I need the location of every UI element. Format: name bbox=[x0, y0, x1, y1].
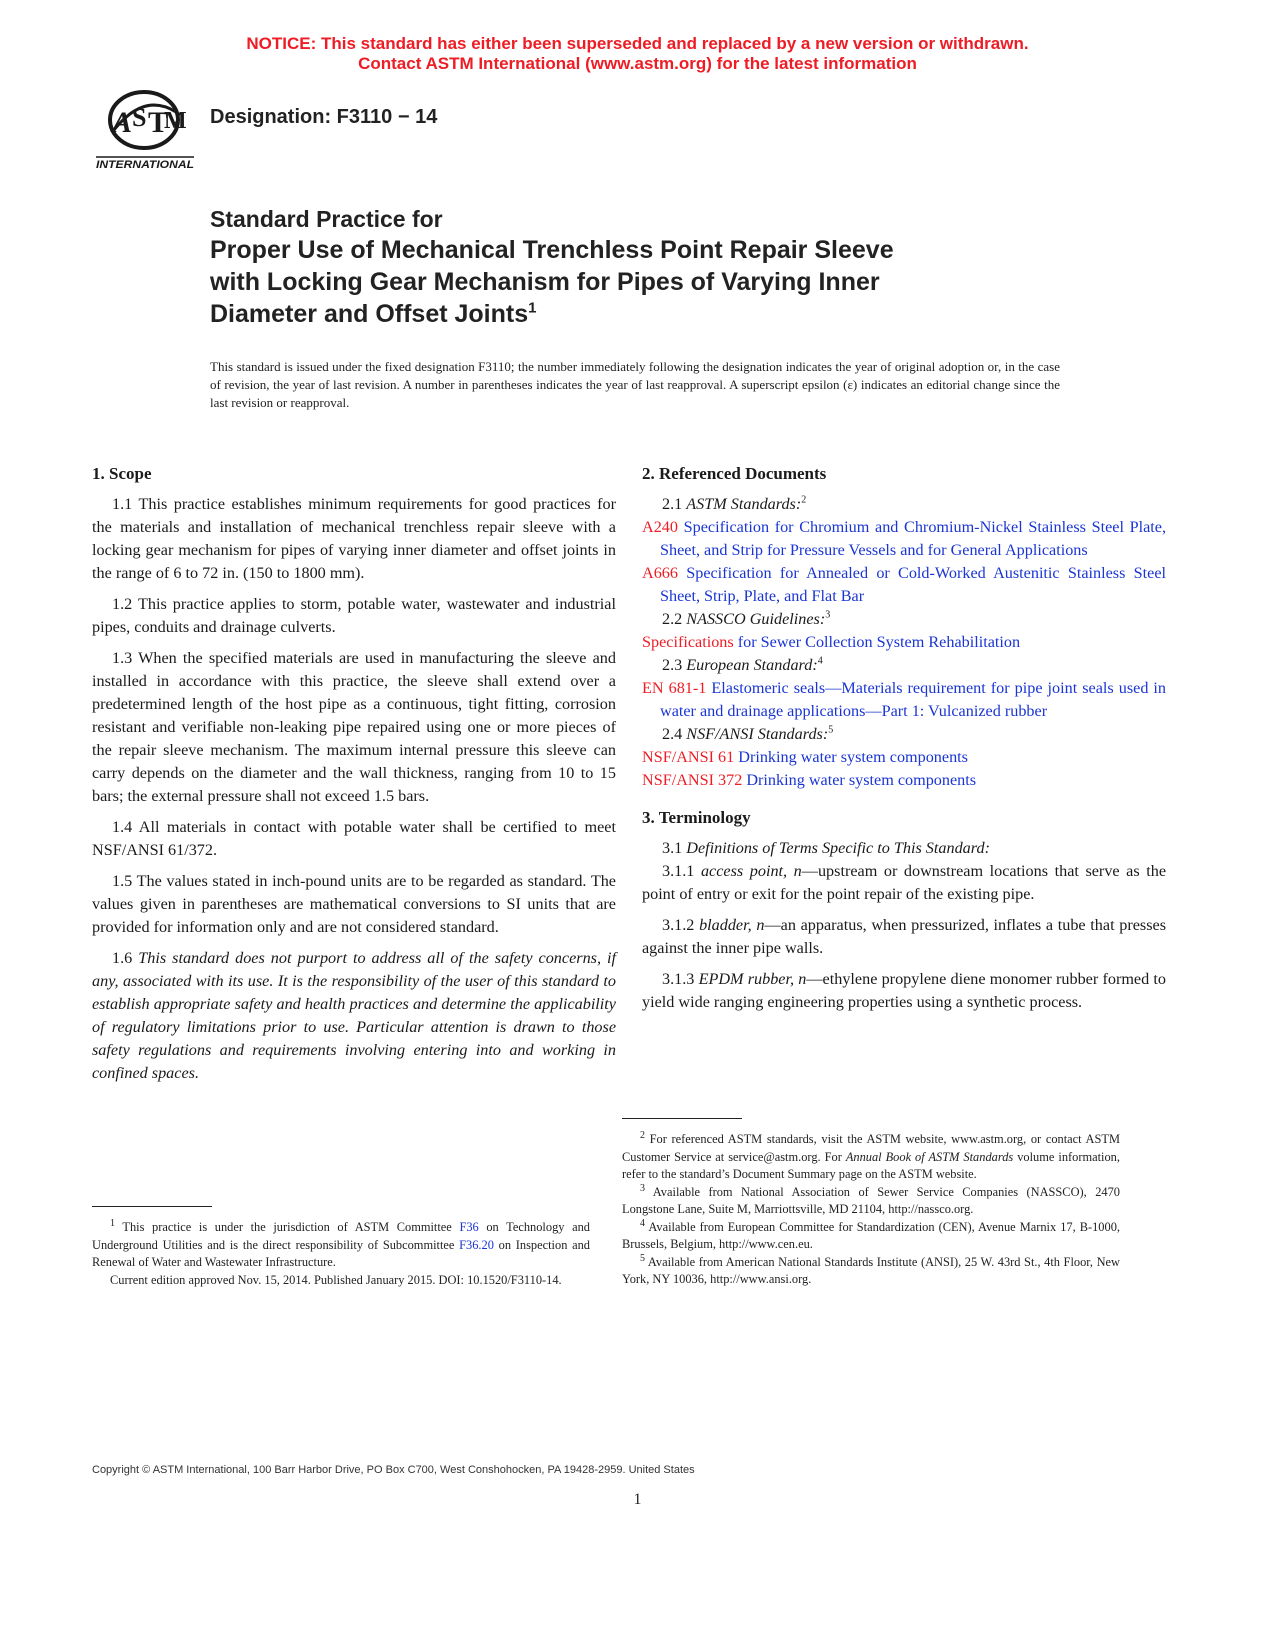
title-line-4: Diameter and Offset Joints bbox=[210, 300, 529, 328]
term-1-name: access point, n bbox=[700, 862, 802, 880]
reference-a666[interactable] bbox=[642, 562, 1166, 608]
paragraph-1-6-number: 1.6 bbox=[112, 949, 133, 967]
reference-a666-title[interactable]: Specification for Annealed or Cold-Worked Austenitic Stainless Steel Sheet, Strip, Plate, and Flat Bar bbox=[660, 564, 1167, 605]
paragraph-1-2: 1.2 This practice applies to storm, potable water, wastewater and industrial pipes, conduits and drainage culverts. bbox=[92, 595, 616, 636]
footnote-ref-4[interactable]: 4 bbox=[817, 655, 823, 667]
reference-en-title[interactable]: Elastomeric seals—Materials requirement for pipe joint seals used in water and drainage applications—Part 1: Vulcanized rubber bbox=[660, 679, 1167, 720]
footnote-4-text: Available from European Committee for Standardization (CEN), Avenue Marnix 17, B-1000, Brussels, Belgium, http://www.cen.eu. bbox=[622, 1219, 1120, 1251]
footnote-2-text-a: For referenced ASTM standards, visit the ASTM website, www.astm.org, or contact ASTM Customer Service at service@astm.org. For bbox=[622, 1132, 1120, 1164]
title-footnote-ref[interactable]: 1 bbox=[528, 299, 537, 317]
footnote-ref-2[interactable]: 2 bbox=[801, 494, 807, 506]
svg-text:A: A bbox=[112, 106, 133, 139]
section-heading-scope: 1. Scope bbox=[92, 464, 152, 483]
right-column bbox=[642, 460, 1166, 1022]
reference-en-681-1[interactable] bbox=[642, 677, 1166, 723]
footnote-2-text-b: volume information, refer to the standard’s Document Summary page on the ASTM website. bbox=[622, 1149, 1120, 1181]
subsection-2-1 bbox=[642, 493, 1166, 516]
term-3-number: 3.1.3 bbox=[662, 970, 695, 988]
svg-text:M: M bbox=[164, 108, 187, 134]
title-line-1: Standard Practice for bbox=[210, 206, 443, 232]
term-1-definition: —upstream or downstream locations that serve as the point of entry or exit for the point repair of the existing pipe. bbox=[642, 862, 1167, 903]
subsection-2-3-number: 2.3 bbox=[662, 656, 683, 674]
paragraph-1-6 bbox=[92, 947, 616, 1085]
subsection-2-3-title: European Standard: bbox=[686, 656, 818, 674]
footnote-2-number: 2 bbox=[640, 1129, 645, 1141]
reference-nassco-title[interactable]: for Sewer Collection System Rehabilitation bbox=[737, 633, 1021, 651]
term-access-point bbox=[642, 860, 1166, 906]
issuance-statement: This standard is issued under the fixed designation F3110; the number immediately following the designation indicates the year of original adoption or, in the case of revision, the year of last revision. A number in parentheses indicates the year of last reapproval. A superscript epsilon (ε) indicates an editorial change since the last revision or reapproval. bbox=[210, 359, 1060, 410]
footnote-1-text-a: This practice is under the jurisdiction of ASTM Committee bbox=[122, 1220, 452, 1234]
copyright-line: Copyright © ASTM International, 100 Barr Harbor Drive, PO Box C700, West Conshohocken, PA 19428-2959. United States bbox=[92, 1464, 695, 1476]
term-1-number: 3.1.1 bbox=[662, 862, 695, 880]
reference-nsf-61[interactable] bbox=[642, 746, 1166, 769]
paragraph-1-3: 1.3 When the specified materials are used in manufacturing the sleeve and installed in accordance with this practice, the sleeve shall extend over a predetermined length of the host pipe as a continuous, tight fitting, corrosion resistant and verifiable non-leaking pipe repaired using one or more pieces of the repair sleeve mechanism. The maximum internal pressure this sleeve can carry depends on the diameter and the wall thickness, ranging from 10 to 15 bars; the external pressure shall not exceed 1.5 bars. bbox=[92, 649, 616, 805]
reference-nsf61-code[interactable]: NSF/ANSI 61 bbox=[642, 748, 735, 766]
term-3-name: EPDM rubber, n bbox=[698, 970, 807, 988]
footnote-2 bbox=[622, 1131, 1120, 1184]
subsection-2-4-title: NSF/ANSI Standards: bbox=[686, 725, 829, 743]
current-edition: Current edition approved Nov. 15, 2014. Published January 2015. DOI: 10.1520/F3110-14. bbox=[110, 1272, 562, 1287]
subsection-2-1-title: ASTM Standards: bbox=[686, 495, 802, 513]
footnote-5-number: 5 bbox=[640, 1252, 645, 1264]
paragraph-1-5: 1.5 The values stated in inch-pound units are to be regarded as standard. The values given in parentheses are mathematical conversions to SI units that are provided for information only and are not considered standard. bbox=[92, 872, 616, 936]
notice-line-2: Contact ASTM International (www.astm.org) for the latest information bbox=[358, 54, 917, 73]
subsection-3-1 bbox=[642, 837, 1166, 860]
astm-logo-icon bbox=[92, 82, 198, 172]
footnote-1-text-b: on Technology and Underground Utilities and is the direct responsibility of Subcommittee bbox=[92, 1220, 590, 1252]
title-line-3: with Locking Gear Mechanism for Pipes of Varying Inner bbox=[210, 268, 880, 296]
subsection-2-2 bbox=[642, 608, 1166, 631]
svg-text:S: S bbox=[132, 103, 147, 132]
reference-nassco[interactable] bbox=[642, 631, 1166, 654]
footnotes-right bbox=[622, 1131, 1120, 1289]
title-line-2: Proper Use of Mechanical Trenchless Point Repair Sleeve bbox=[210, 236, 894, 264]
subsection-2-4 bbox=[642, 723, 1166, 746]
reference-nassco-code[interactable]: Specifications bbox=[642, 633, 734, 651]
footnote-ref-5[interactable]: 5 bbox=[828, 724, 834, 736]
subsection-2-1-number: 2.1 bbox=[662, 495, 683, 513]
term-2-number: 3.1.2 bbox=[662, 916, 695, 934]
standard-title bbox=[210, 204, 1070, 330]
term-2-name: bladder, n bbox=[699, 916, 765, 934]
footnote-ref-3[interactable]: 3 bbox=[825, 609, 831, 621]
footnote-4 bbox=[622, 1219, 1120, 1254]
left-column bbox=[92, 460, 616, 1093]
footnote-3 bbox=[622, 1184, 1120, 1219]
svg-text:T: T bbox=[148, 106, 169, 139]
footnote-3-number: 3 bbox=[640, 1182, 645, 1194]
supersede-notice bbox=[0, 34, 1275, 74]
footnote-1 bbox=[92, 1219, 590, 1272]
footnote-5-text: Available from American National Standards Institute (ANSI), 25 W. 43rd St., 4th Floor, New York, NY 10036, http://www.ansi.org. bbox=[622, 1254, 1120, 1286]
reference-a666-code[interactable]: A666 bbox=[642, 564, 678, 582]
subsection-2-2-title: NASSCO Guidelines: bbox=[686, 610, 826, 628]
safety-caveat: This standard does not purport to address all of the safety concerns, if any, associated with its use. It is the responsibility of the user of this standard to establish appropriate safety and health practices and determine the applicability of regulatory limitations prior to use. Particular attention is drawn to those safety regulations and requirements involving entering into and working in confined spaces. bbox=[92, 949, 617, 1082]
section-heading-terminology: 3. Terminology bbox=[642, 808, 751, 827]
reference-nsf-372[interactable] bbox=[642, 769, 1166, 792]
footnote-divider-left bbox=[92, 1206, 212, 1207]
section-heading-referenced-documents: 2. Referenced Documents bbox=[642, 464, 827, 483]
subsection-2-3 bbox=[642, 654, 1166, 677]
footnote-4-number: 4 bbox=[640, 1217, 645, 1229]
reference-en-code[interactable]: EN 681-1 bbox=[642, 679, 707, 697]
footnote-1-text-c: on Inspection and Renewal of Water and Wastewater Infrastructure. bbox=[92, 1237, 590, 1269]
reference-a240[interactable] bbox=[642, 516, 1166, 562]
term-2-definition: —an apparatus, when pressurized, inflates a tube that presses against the inner pipe walls. bbox=[642, 916, 1167, 957]
committee-f36-link[interactable]: F36 bbox=[459, 1220, 479, 1234]
footnote-5 bbox=[622, 1254, 1120, 1289]
subsection-3-1-title: Definitions of Terms Specific to This Standard: bbox=[686, 839, 990, 857]
footnote-divider-right bbox=[622, 1118, 742, 1119]
term-3-definition: —ethylene propylene diene monomer rubber formed to yield wide ranging engineering properties using a synthetic process. bbox=[642, 970, 1166, 1011]
subsection-3-1-number: 3.1 bbox=[662, 839, 683, 857]
footnote-1-number: 1 bbox=[110, 1217, 115, 1229]
footnotes-left bbox=[92, 1219, 590, 1289]
reference-nsf372-code[interactable]: NSF/ANSI 372 bbox=[642, 771, 743, 789]
subsection-2-4-number: 2.4 bbox=[662, 725, 683, 743]
page-number: 1 bbox=[633, 1491, 642, 1508]
designation: Designation: F3110 − 14 bbox=[210, 106, 438, 128]
term-bladder bbox=[642, 914, 1166, 960]
reference-nsf372-title[interactable]: Drinking water system components bbox=[746, 771, 977, 789]
paragraph-1-1: 1.1 This practice establishes minimum requirements for good practices for the materials and installation of mechanical trenchless repair sleeve with a locking gear mechanism for pipes of varying inner diameter and offset joints in the range of 6 to 72 in. (150 to 1800 mm). bbox=[92, 495, 616, 582]
footnote-3-text: Available from National Association of Sewer Service Companies (NASSCO), 2470 Longstone Lane, Suite M, Marriottsville, MD 21104, http://nassco.org. bbox=[622, 1184, 1120, 1216]
subcommittee-f3620-link[interactable]: F36.20 bbox=[459, 1237, 494, 1252]
paragraph-1-4: 1.4 All materials in contact with potable water shall be certified to meet NSF/ANSI 61/372. bbox=[92, 818, 616, 859]
reference-a240-code[interactable]: A240 bbox=[642, 518, 678, 536]
subsection-2-2-number: 2.2 bbox=[662, 610, 683, 628]
footnote-2-book-title: Annual Book of ASTM Standards bbox=[845, 1149, 1014, 1164]
notice-line-1: NOTICE: This standard has either been superseded and replaced by a new version or withdrawn. bbox=[246, 34, 1029, 53]
reference-nsf61-title[interactable]: Drinking water system components bbox=[738, 748, 968, 766]
logo-wordmark: INTERNATIONAL bbox=[96, 159, 195, 171]
reference-a240-title[interactable]: Specification for Chromium and Chromium-Nickel Stainless Steel Plate, Sheet, and Strip for Pressure Vessels and for General Applications bbox=[660, 518, 1167, 559]
term-epdm-rubber bbox=[642, 968, 1166, 1014]
